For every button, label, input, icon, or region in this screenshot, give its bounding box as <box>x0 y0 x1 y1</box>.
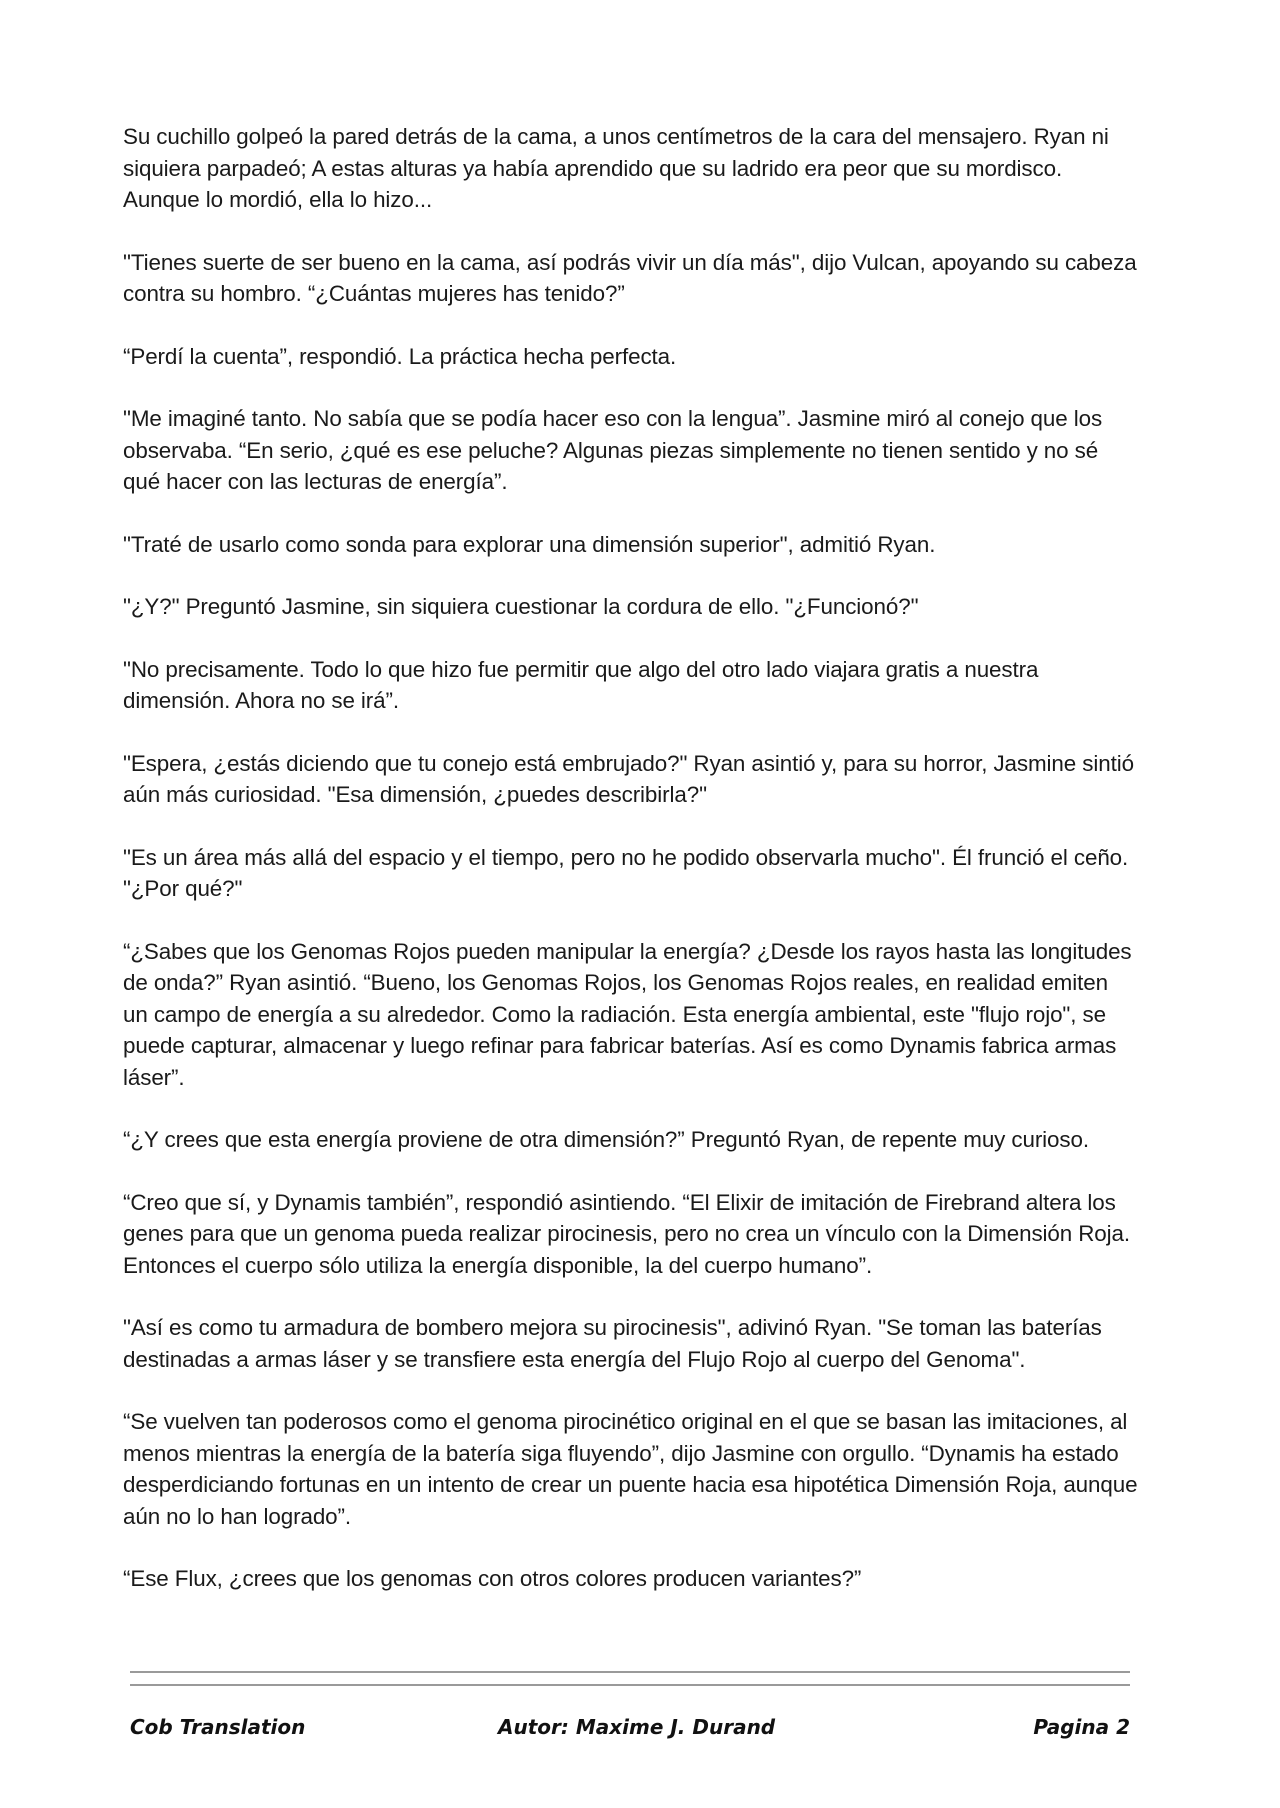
paragraph-2: "Tienes suerte de ser bueno en la cama, así podrás vivir un día más", dijo Vulcan, apoyando su cabeza contra su hombro. “¿Cuántas mujeres has tenido?” <box>123 249 1137 306</box>
paragraph-11: “¿Y crees que esta energía proviene de otra dimensión?” Preguntó Ryan, de repente muy curioso. <box>123 1127 1089 1152</box>
paragraph-7: "No precisamente. Todo lo que hizo fue permitir que algo del otro lado viajara gratis a nuestra dimensión. Ahora no se irá”. <box>123 656 1039 713</box>
footer-author: Autor: Maxime J. Durand <box>498 1715 776 1739</box>
paragraph-1: Su cuchillo golpeó la pared detrás de la cama, a unos centímetros de la cara del mensajero. Ryan ni siquiera parpadeó; A estas alturas ya había aprendido que su ladrido era peor que su mordisco. Aunque lo mordió, ella lo hizo... <box>123 124 1109 212</box>
paragraph-8: "Espera, ¿estás diciendo que tu conejo está embrujado?" Ryan asintió y, para su horror, Jasmine sintió aún más curiosidad. "Esa dimensión, ¿puedes describirla?" <box>123 750 1134 807</box>
paragraph-3: “Perdí la cuenta”, respondió. La práctica hecha perfecta. <box>123 343 677 369</box>
body-text <box>123 121 1138 1626</box>
paragraph-4: "Me imaginé tanto. No sabía que se podía hacer eso con la lengua”. Jasmine miró al conejo que los observaba. “En serio, ¿qué es ese peluche? Algunas piezas simplemente no tienen sentido y no sé qué hacer con las lecturas de energía”. <box>123 406 1103 494</box>
paragraph-5: "Traté de usarlo como sonda para explorar una dimensión superior", admitió Ryan. <box>123 531 936 557</box>
paragraph-12: “Creo que sí, y Dynamis también”, respondió asintiendo. “El Elixir de imitación de Firebrand altera los genes para que un genoma pueda realizar pirocinesis, pero no crea un vínculo con la Dimensión Roja. Entonces el cuerpo sólo utiliza la energía disponible, la del cuerpo humano”. <box>123 1189 1131 1278</box>
paragraph-10: “¿Sabes que los Genomas Rojos pueden manipular la energía? ¿Desde los rayos hasta las longitudes de onda?” Ryan asintió. “Bueno, los Genomas Rojos, los Genomas Rojos reales, en realidad emiten un campo de energía a su alrededor. Como la radiación. Esta energía ambiental, este "flujo rojo", se puede capturar, almacenar y luego refinar para fabricar baterías. Así es como Dynamis fabrica armas láser”. <box>123 938 1132 1090</box>
paragraph-9: "Es un área más allá del espacio y el tiempo, pero no he podido observarla mucho". Él frunció el ceño. "¿Por qué?" <box>123 844 1129 901</box>
paragraph-14: “Se vuelven tan poderosos como el genoma pirocinético original en el que se basan las imitaciones, al menos mientras la energía de la batería siga fluyendo”, dijo Jasmine con orgullo. “Dynamis ha estado desperdiciando fortunas en un intento de crear un puente hacia esa hipotética Dimensión Roja, aunque aún no lo han logrado”. <box>123 1409 1138 1529</box>
paragraph-15: “Ese Flux, ¿crees que los genomas con otros colores producen variantes?” <box>123 1566 862 1591</box>
paragraph-13: "Así es como tu armadura de bombero mejora su pirocinesis", adivinó Ryan. "Se toman las baterías destinadas a armas láser y se transfiere esta energía del Flujo Rojo al cuerpo del Genoma". <box>123 1315 1102 1372</box>
paragraph-6: "¿Y?" Preguntó Jasmine, sin siquiera cuestionar la cordura de ello. "¿Funcionó?" <box>123 594 919 619</box>
footer-divider-top <box>130 1671 1130 1673</box>
page-footer <box>130 1715 1130 1745</box>
footer-divider-bottom <box>130 1684 1130 1686</box>
footer-translator: Cob Translation <box>130 1715 306 1739</box>
footer-page-number: Pagina 2 <box>1033 1715 1130 1739</box>
